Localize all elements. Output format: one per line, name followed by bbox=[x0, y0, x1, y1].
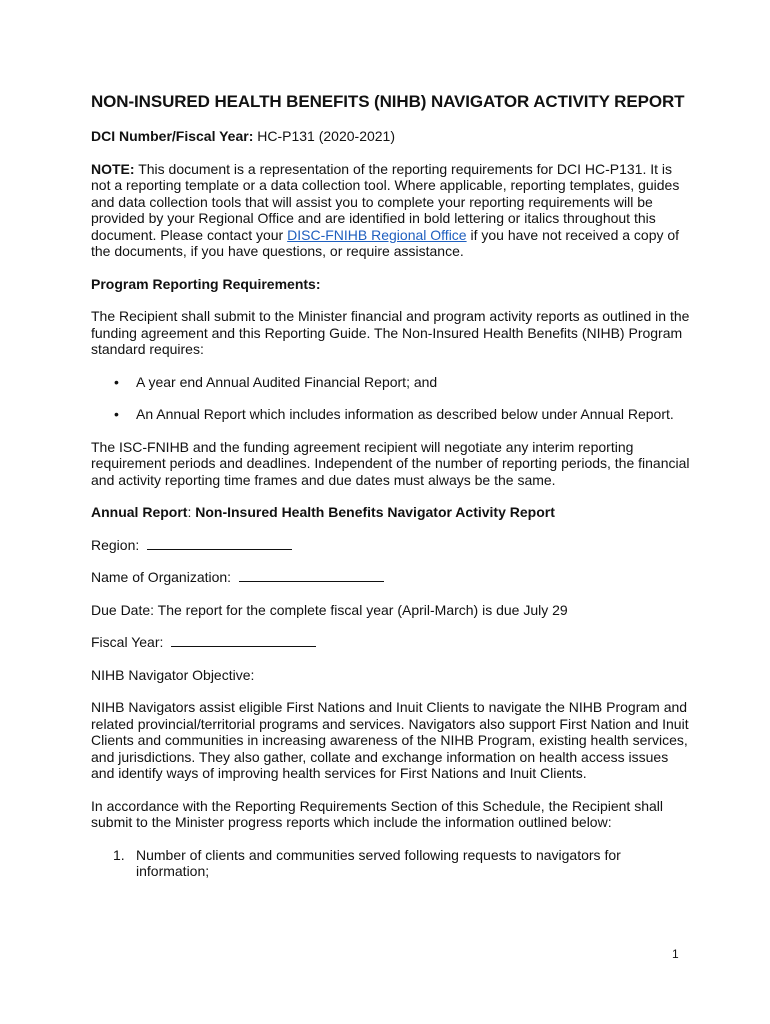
document-body bbox=[91, 92, 691, 880]
due-date-line: Due Date: The report for the complete fiscal year (April-March) is due July 29 bbox=[91, 601, 568, 618]
annual-report-label: Annual Report bbox=[91, 504, 188, 520]
regional-office-link[interactable]: DISC-FNIHB Regional Office bbox=[287, 226, 467, 243]
note-paragraph bbox=[91, 161, 691, 260]
list-item bbox=[91, 406, 691, 423]
dci-line bbox=[91, 128, 691, 145]
dci-label: DCI Number/Fiscal Year: bbox=[91, 128, 254, 144]
annual-report-colon: : bbox=[187, 504, 192, 520]
objective-label: NIHB Navigator Objective: bbox=[91, 666, 255, 683]
note-label: NOTE: bbox=[91, 160, 135, 177]
note-text-1: This document is a representation of the reporting requirements for DCI HC-P131. It is not a reporting template or a data collection tool. Where applicable, reporting templates, guides and data collection tools that will assist you to complete your reporting requirements will be provided by your Regional Office and are identified in bold lettering or italics throughout this document. Please contact your bbox=[91, 160, 680, 243]
bullet-icon: • bbox=[114, 373, 119, 390]
reporting-items-list bbox=[91, 847, 691, 880]
note-text-2: if you have not received a copy of the documents, if you have questions, or require assistance. bbox=[91, 226, 680, 259]
bullet-icon: • bbox=[114, 406, 119, 422]
fiscal-year-label: Fiscal Year: bbox=[91, 634, 164, 650]
isc-paragraph: The ISC-FNIHB and the funding agreement recipient will negotiate any interim reporting requirement periods and deadlines. Independent of the number of reporting periods, the financial and activity reporting time frames and due dates must always be the same. bbox=[91, 438, 690, 488]
requirements-list bbox=[91, 374, 691, 423]
list-item-text: An Annual Report which includes information as described below under Annual Report. bbox=[136, 406, 674, 422]
fiscal-year-blank[interactable] bbox=[171, 634, 316, 647]
region-label: Region: bbox=[91, 536, 140, 553]
list-item bbox=[91, 374, 691, 391]
fiscal-year-field bbox=[91, 634, 691, 651]
page-number: 1 bbox=[672, 947, 679, 961]
list-item-number: 1. bbox=[113, 846, 125, 863]
list-item bbox=[91, 847, 691, 880]
annual-report-heading bbox=[91, 504, 691, 521]
region-field bbox=[91, 537, 691, 554]
annual-report-title: Non-Insured Health Benefits Navigator Activity Report bbox=[195, 504, 555, 520]
program-paragraph: The Recipient shall submit to the Minister financial and program activity reports as outlined in the funding agreement and this Reporting Guide. The Non-Insured Health Benefits (NIHB) Program standard requires: bbox=[91, 308, 690, 357]
dci-value: HC-P131 (2020-2021) bbox=[257, 128, 396, 144]
document-title: NON-INSURED HEALTH BENEFITS (NIHB) NAVIGATOR ACTIVITY REPORT bbox=[91, 92, 685, 111]
organization-label: Name of Organization: bbox=[91, 569, 232, 585]
list-item-text: Number of clients and communities served following requests to navigators for information; bbox=[136, 846, 621, 879]
organization-field bbox=[91, 569, 691, 586]
list-item-text: A year end Annual Audited Financial Report; and bbox=[136, 373, 438, 390]
program-heading: Program Reporting Requirements: bbox=[91, 275, 321, 292]
objective-paragraph: NIHB Navigators assist eligible First Nations and Inuit Clients to navigate the NIHB Program and related provincial/territorial programs and services. Navigators also support First Nation and Inuit Clients and communities in increasing awareness of the NIHB Program, existing health services, and jurisdictions. They also gather, collate and exchange information on health access issues and identify ways of improving health services for First Nations and Inuit Clients. bbox=[91, 699, 689, 781]
accordance-paragraph: In accordance with the Reporting Requirements Section of this Schedule, the Recipient shall submit to the Minister progress reports which include the information outlined below: bbox=[91, 797, 663, 830]
organization-blank[interactable] bbox=[239, 569, 384, 582]
region-blank[interactable] bbox=[147, 537, 292, 550]
